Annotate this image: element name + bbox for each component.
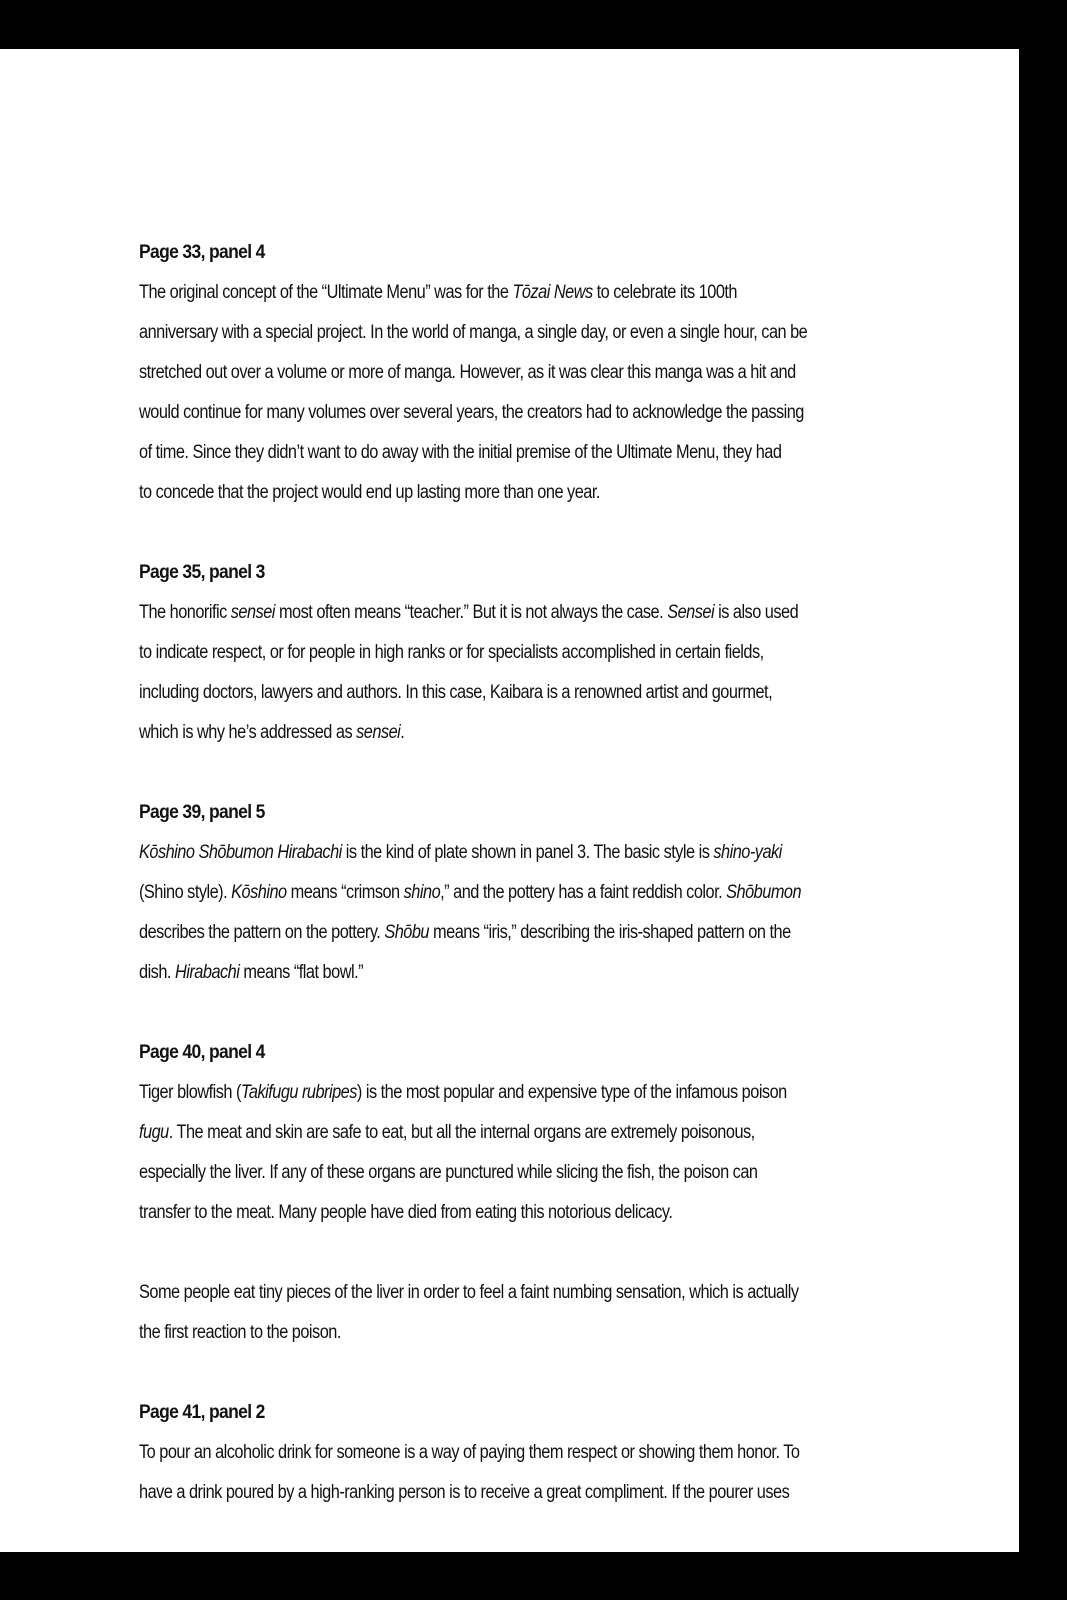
italic-term: Shōbu <box>384 922 430 943</box>
text-line: would continue for many volumes over several years, the creators had to acknowledge the passing <box>139 402 804 423</box>
text-line: (Shino style). Kōshino means “crimson shino,” and the pottery has a faint reddish color. Shōbumon <box>139 882 802 903</box>
text-line: transfer to the meat. Many people have died from eating this notorious delicacy. <box>139 1202 673 1223</box>
text-line: dish. Hirabachi means “flat bowl.” <box>139 962 364 983</box>
note-heading: Page 41, panel 2 <box>139 1402 265 1423</box>
text-line: the first reaction to the poison. <box>139 1322 341 1343</box>
note-section <box>139 233 929 513</box>
text-line: which is why he’s addressed as sensei. <box>139 722 405 743</box>
note-section <box>139 1393 929 1513</box>
text-line: of time. Since they didn’t want to do away with the initial premise of the Ultimate Menu, they had <box>139 442 782 463</box>
text-line: including doctors, lawyers and authors. In this case, Kaibara is a renowned artist and gourmet, <box>139 682 773 703</box>
document-page <box>0 49 1019 1552</box>
text-line: fugu. The meat and skin are safe to eat, but all the internal organs are extremely poisonous, <box>139 1122 755 1143</box>
text-line: To pour an alcoholic drink for someone is a way of paying them respect or showing them honor. To <box>139 1442 800 1463</box>
text-line: anniversary with a special project. In the world of manga, a single day, or even a single hour, can be <box>139 322 808 343</box>
note-section <box>139 793 929 993</box>
text-line: to concede that the project would end up lasting more than one year. <box>139 482 600 503</box>
italic-term: sensei <box>356 722 401 743</box>
text-line: stretched out over a volume or more of manga. However, as it was clear this manga was a hit and <box>139 362 796 383</box>
text-line: describes the pattern on the pottery. Shōbu means “iris,” describing the iris-shaped pattern on the <box>139 922 791 943</box>
italic-term: Takifugu rubripes <box>240 1082 357 1103</box>
text-line: Tiger blowfish (Takifugu rubripes) is the most popular and expensive type of the infamous poison <box>139 1082 787 1103</box>
text-line: Kōshino Shōbumon Hirabachi is the kind of plate shown in panel 3. The basic style is shino-yaki <box>139 842 782 863</box>
note-heading: Page 35, panel 3 <box>139 562 265 583</box>
note-paragraph <box>139 1273 929 1353</box>
note-paragraph <box>139 593 929 753</box>
text-line: to indicate respect, or for people in high ranks or for specialists accomplished in certain fields, <box>139 642 764 663</box>
italic-term: fugu <box>139 1122 169 1143</box>
note-section <box>139 1033 929 1353</box>
note-paragraph <box>139 273 929 513</box>
note-paragraph <box>139 1073 929 1233</box>
note-paragraph <box>139 833 929 993</box>
note-heading: Page 39, panel 5 <box>139 802 265 823</box>
italic-term: Hirabachi <box>174 962 240 983</box>
italic-term: Kōshino Shōbumon Hirabachi <box>139 842 342 863</box>
notes-content <box>139 233 929 1553</box>
note-paragraph <box>139 1433 929 1513</box>
italic-term: shino <box>403 882 441 903</box>
text-line: The honorific sensei most often means “teacher.” But it is not always the case. Sensei is also used <box>139 602 799 623</box>
italic-term: Shōbumon <box>726 882 802 903</box>
text-line: The original concept of the “Ultimate Menu” was for the Tōzai News to celebrate its 100th <box>139 282 738 303</box>
italic-term: Tōzai News <box>512 282 593 303</box>
text-line: especially the liver. If any of these organs are punctured while slicing the fish, the poison can <box>139 1162 758 1183</box>
note-section <box>139 553 929 753</box>
italic-term: Sensei <box>667 602 715 623</box>
text-line: Some people eat tiny pieces of the liver in order to feel a faint numbing sensation, which is actually <box>139 1282 799 1303</box>
note-heading: Page 33, panel 4 <box>139 242 265 263</box>
note-heading: Page 40, panel 4 <box>139 1042 265 1063</box>
italic-term: shino-yaki <box>713 842 782 863</box>
italic-term: sensei <box>230 602 275 623</box>
italic-term: Kōshino <box>231 882 287 903</box>
text-line: have a drink poured by a high-ranking person is to receive a great compliment. If the pourer uses <box>139 1482 790 1503</box>
